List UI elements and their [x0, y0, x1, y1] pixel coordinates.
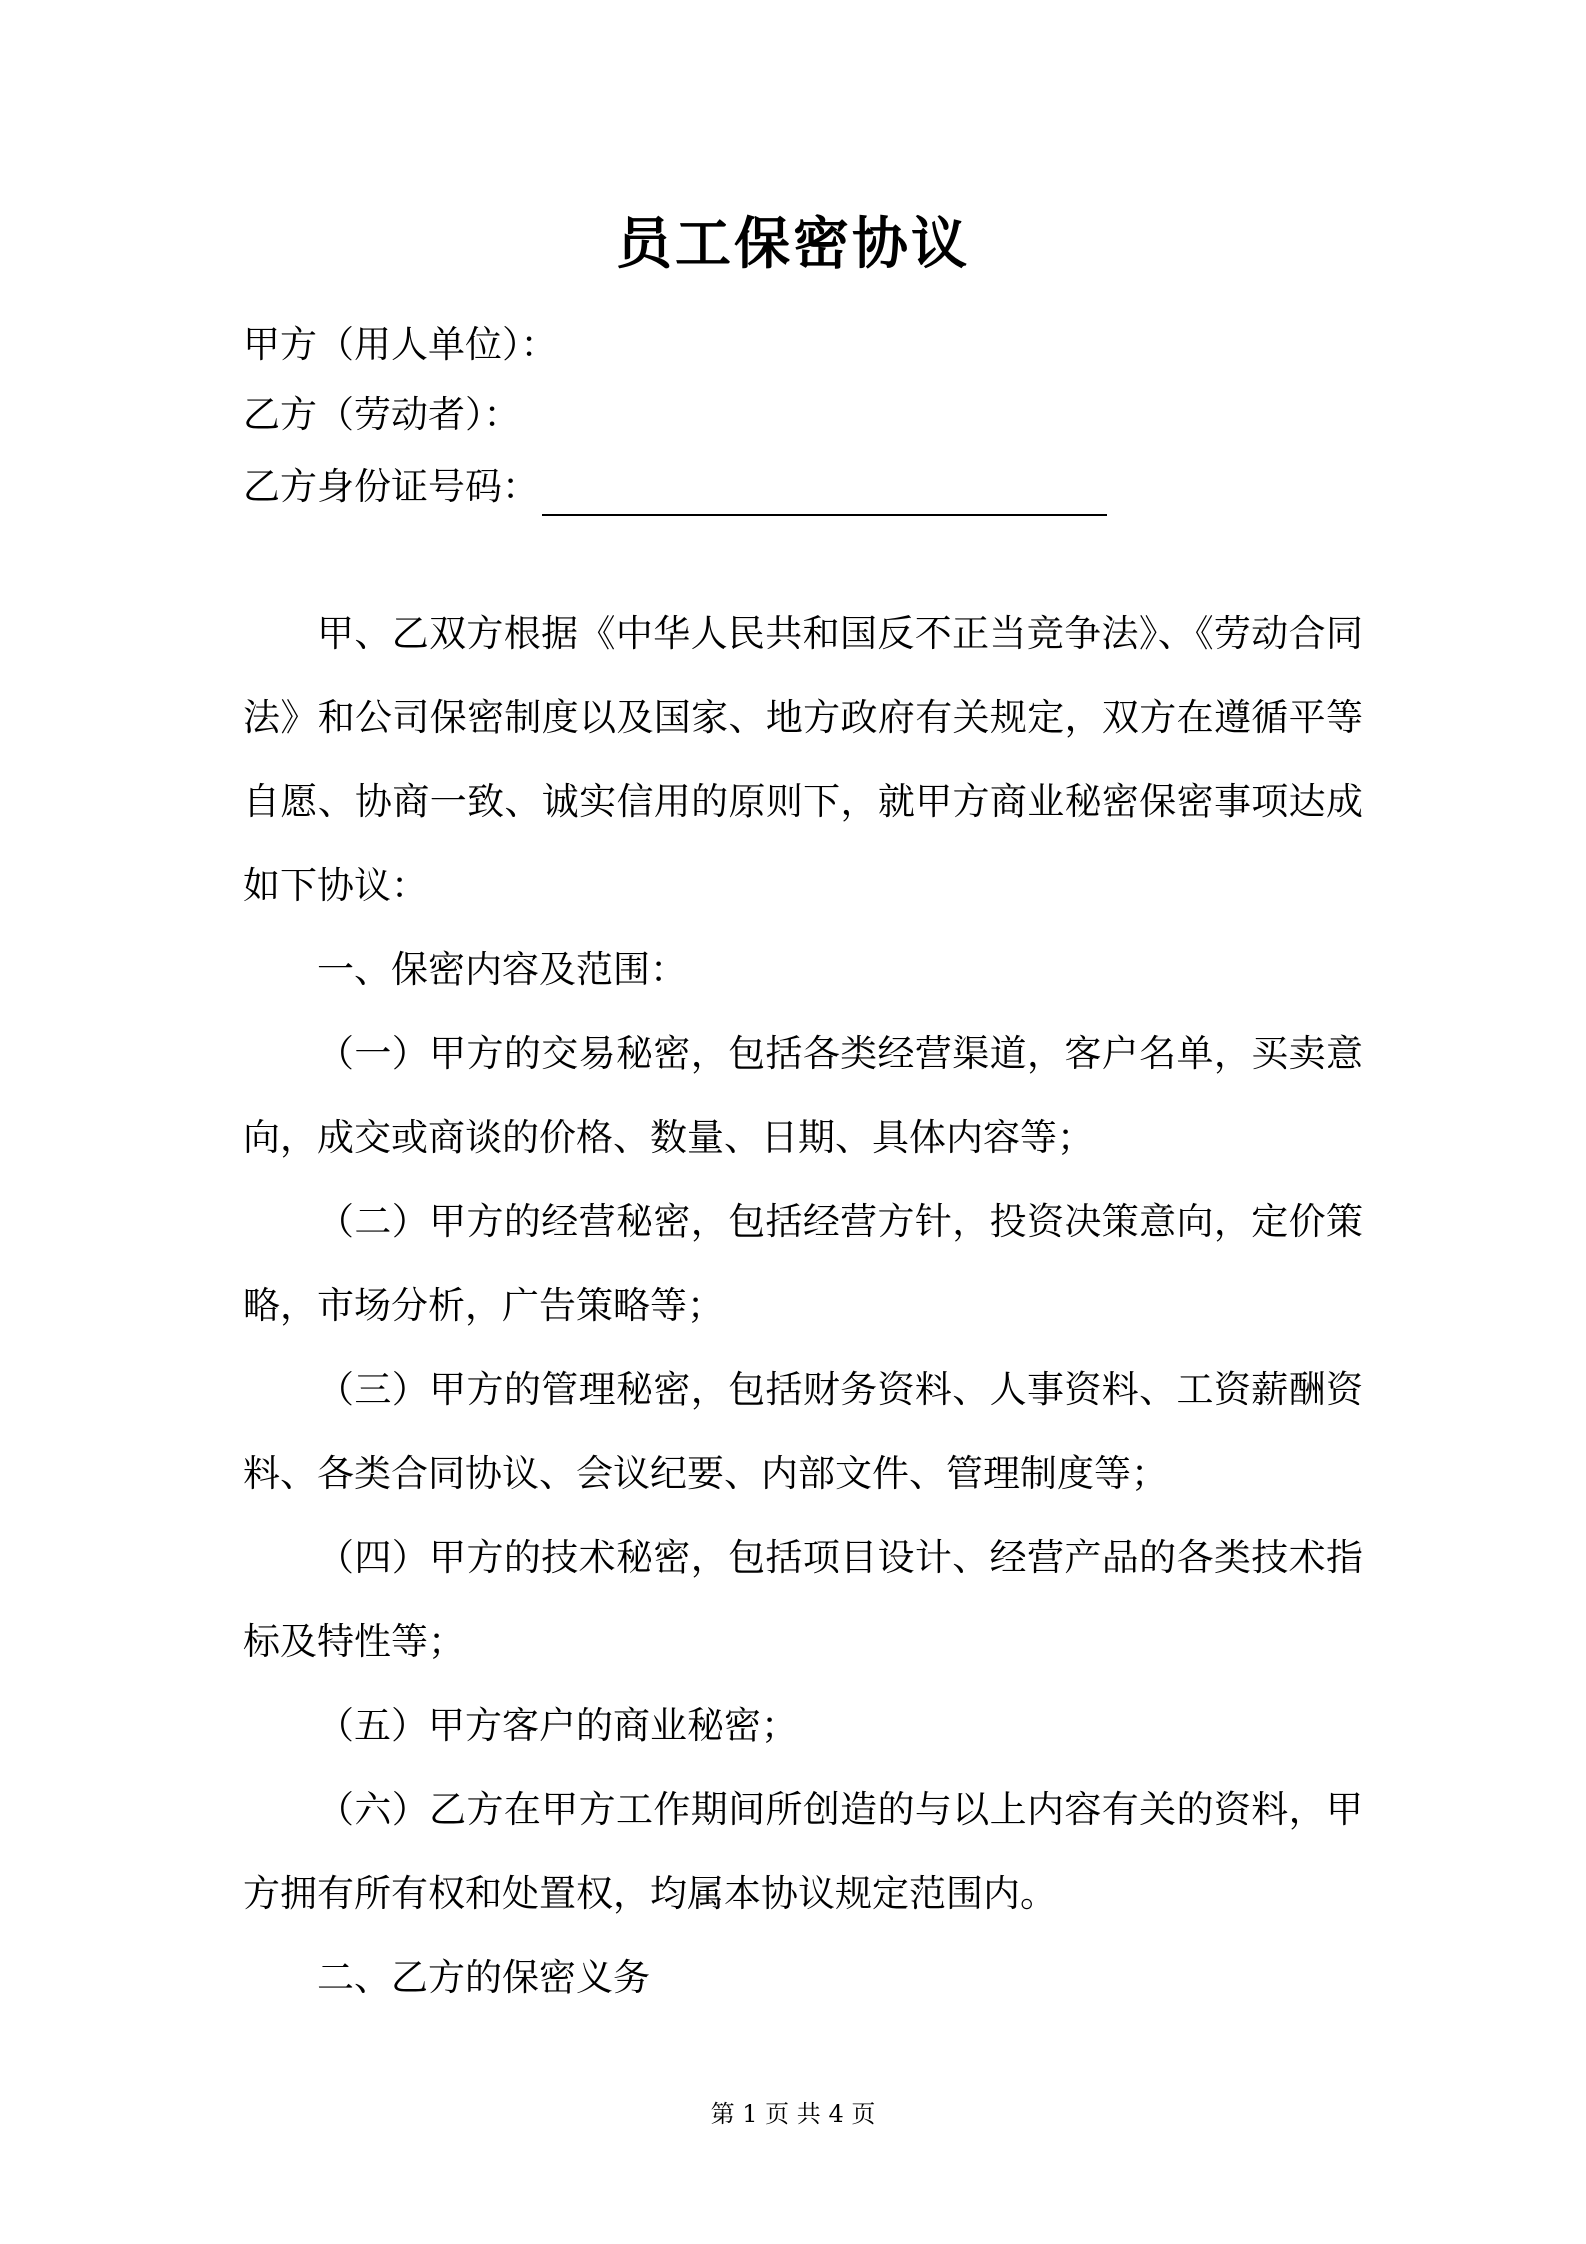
clause-3: （三）甲方的管理秘密，包括财务资料、人事资料、工资薪酬资料、各类合同协议、会议纪要、内部文件、管理制度等； — [243, 1368, 1363, 1495]
clause-4: （四）甲方的技术秘密，包括项目设计、经营产品的各类技术指标及特性等； — [243, 1536, 1363, 1663]
section-heading-2: 二、乙方的保密义务 — [317, 1956, 650, 1999]
id-number-label: 乙方身份证号码： — [243, 465, 539, 508]
page-footer: 第 1 页 共 4 页 — [710, 2100, 876, 2128]
clause-2: （二）甲方的经营秘密，包括经营方针，投资决策意向，定价策略，市场分析，广告策略等； — [243, 1200, 1363, 1327]
section-heading-1: 一、保密内容及范围： — [317, 948, 687, 991]
clause-6: （六）乙方在甲方工作期间所创造的与以上内容有关的资料，甲方拥有所有权和处置权，均属本协议规定范围内。 — [243, 1788, 1363, 1915]
agreement-body — [243, 592, 1363, 2020]
id-number-blank-line — [542, 514, 1107, 516]
clause-5: （五）甲方客户的商业秘密； — [317, 1704, 798, 1747]
document-title: 员工保密协议 — [616, 212, 970, 277]
party-b-label: 乙方（劳动者）： — [243, 393, 521, 436]
preamble-paragraph: 甲、乙双方根据《中华人民共和国反不正当竞争法》、《劳动合同法》和公司保密制度以及国家、地方政府有关规定，双方在遵循平等自愿、协商一致、诚实信用的原则下，就甲方商业秘密保密事项达成如下协议： — [243, 612, 1363, 907]
party-a-label: 甲方（用人单位）： — [243, 323, 558, 366]
clause-1: （一）甲方的交易秘密，包括各类经营渠道，客户名单，买卖意向，成交或商谈的价格、数量、日期、具体内容等； — [243, 1032, 1363, 1159]
